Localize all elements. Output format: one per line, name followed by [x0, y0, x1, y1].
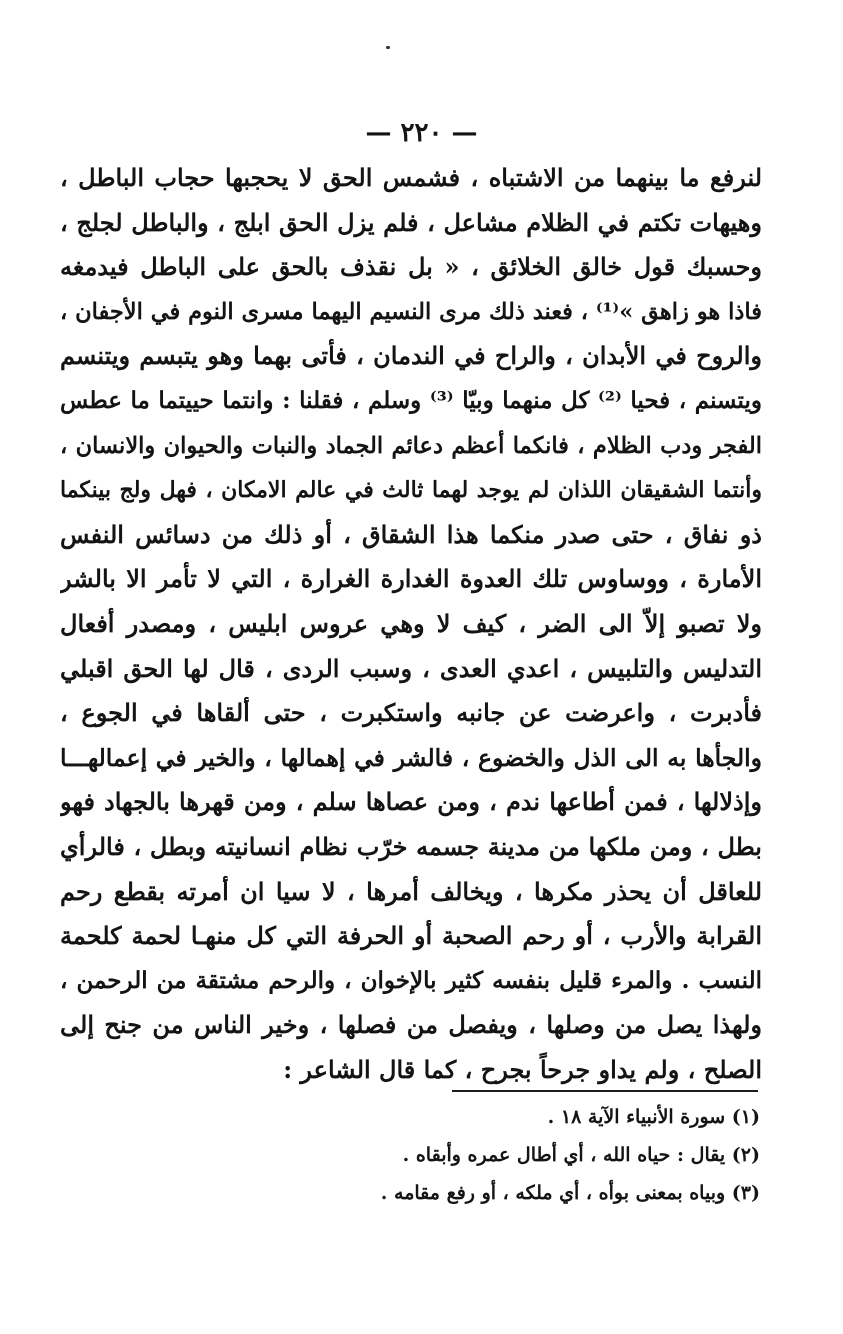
- footnote: (١) سورة الأنبياء الآية ١٨ .: [547, 1106, 760, 1128]
- footnote-rule: [452, 1090, 758, 1092]
- text-line: بطل ، ومن ملكها من مدينة جسمه خرّب نظام انسانيته وبطل ، فالرأي: [60, 831, 762, 861]
- text-line: لنرفع ما بينهما من الاشتباه ، فشمس الحق لا يحجبها حجاب الباطل ،: [60, 163, 762, 192]
- text-line: وهيهات تكتم في الظلام مشاعل ، فلم يزل الحق ابلج ، والباطل لجلج ،: [60, 207, 762, 237]
- text-line: وأنتما الشقيقان اللذان لم يوجد لهما ثالث في عالم الامكان ، فهل ولج بينكما: [60, 477, 762, 504]
- text-line: والجأها به الى الذل والخضوع ، فالشر في إهمالها ، والخير في إعمالهـــا: [60, 743, 762, 772]
- text-line: الأمارة ، ووساوس تلك العدوة الغدارة الغرارة ، التي لا تأمر الا بالشر: [60, 564, 762, 594]
- text-line: النسب . والمرء قليل بنفسه كثير بالإخوان ، والرحم مشتقة من الرحمن ،: [60, 966, 762, 994]
- text-line: ويتسنم ، فحيا ⁽²⁾ كل منهما وبيّا ⁽³⁾ وسلم ، فقلنا : وانتما حييتما ما عطس: [60, 386, 762, 414]
- text-line: وإذلالها ، فمن أطاعها ندم ، ومن عصاها سلم ، ومن قهرها بالجهاد فهو: [60, 787, 762, 817]
- text-line: ولهذا يصل من وصلها ، ويفصل من فصلها ، وخير الناس من جنح إلى: [60, 1010, 762, 1040]
- text-line: فاذا هو زاهق »⁽¹⁾ ، فعند ذلك مرى النسيم اليهما مسرى النوم في الأجفان ،: [60, 298, 762, 325]
- text-line: وحسبك قول خالق الخلائق ، « بل نقذف بالحق على الباطل فيدمغه: [60, 252, 762, 282]
- page-number: — ٢٢٠ —: [365, 118, 478, 148]
- text-line: ذو نفاق ، حتى صدر منكما هذا الشقاق ، أو ذلك من دسائس النفس: [60, 519, 762, 549]
- text-line: والروح في الأبدان ، والراح في الندمان ، فأتى بهما وهو يتبسم ويتنسم: [60, 341, 762, 371]
- text-line: الفجر ودب الظلام ، فانكما أعظم دعائم الجماد والنبات والحيوان والانسان ،: [60, 432, 762, 459]
- text-line: ولا تصبو إلاّ الى الضر ، كيف لا وهي عروس ابليس ، ومصدر أفعال: [60, 608, 762, 638]
- footnotes: [300, 1098, 760, 1212]
- footnote: (٢) يقال : حياه الله ، أي أطال عمره وأبقاه .: [402, 1144, 760, 1166]
- text-line: التدليس والتلبيس ، اعدي العدى ، وسبب الردى ، قال لها الحق اقبلي: [60, 653, 762, 683]
- footnote: (٣) وبياه بمعنى بوأه ، أي ملكه ، أو رفع مقامه .: [380, 1182, 760, 1204]
- text-line: القرابة والأرب ، أو رحم الصحبة أو الحرفة التي كل منهـا لحمة كلحمة: [60, 921, 762, 951]
- body-text: [60, 156, 762, 1092]
- text-line: للعاقل أن يحذر مكرها ، ويخالف أمرها ، لا سيا ان أمرته بقطع رحم: [60, 876, 762, 906]
- text-line-last: الصلح ، ولم يداو جرحاً بجرح ، كما قال الشاعر :: [283, 1054, 762, 1084]
- text-line: فأدبرت ، واعرضت عن جانبه واستكبرت ، حتى ألقاها في الجوع ،: [60, 698, 762, 728]
- print-speck: [386, 46, 390, 49]
